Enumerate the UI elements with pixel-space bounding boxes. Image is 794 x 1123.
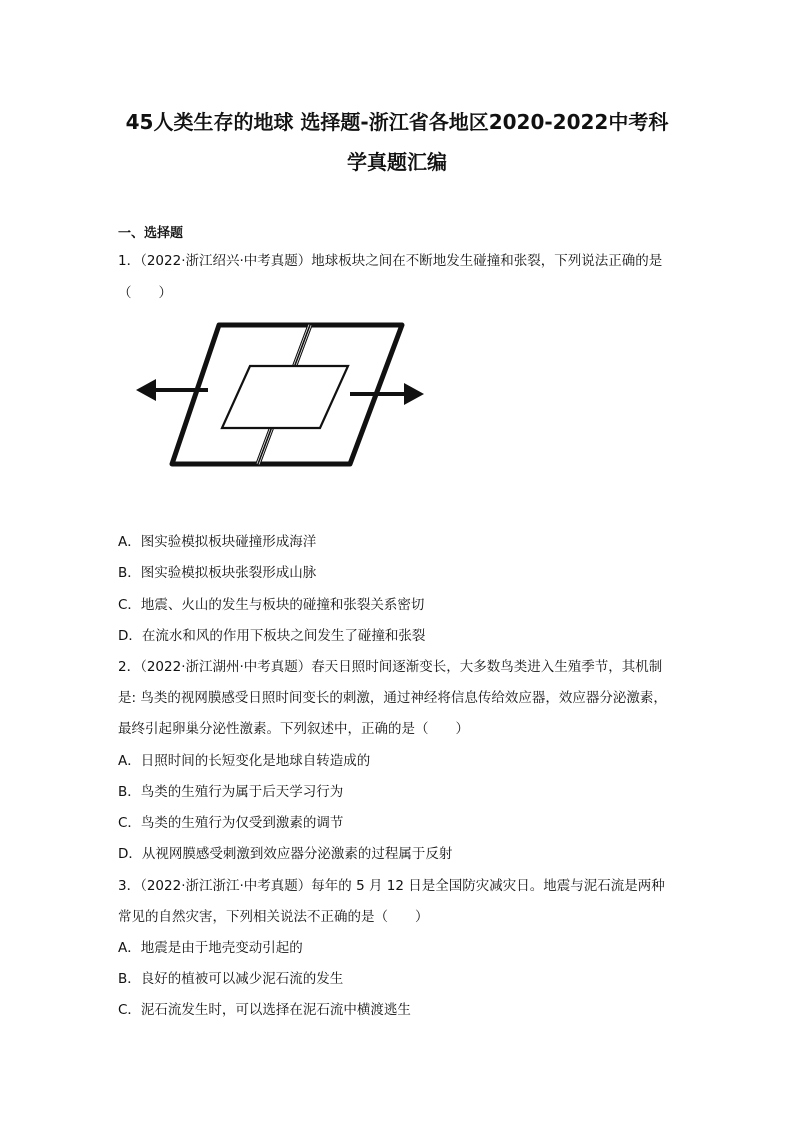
q1-option-c: C．地震、火山的发生与板块的碰撞和张裂关系密切 [118,597,425,613]
q1-option-a: A．图实验模拟板块碰撞形成海洋 [118,534,317,550]
q2-option-c: C．鸟类的生殖行为仅受到激素的调节 [118,815,344,831]
q2-stem-line2: 是: 鸟类的视网膜感受日照时间变长的刺激，通过神经将信息传给效应器，效应器分泌激素， [118,690,667,706]
q2-option-b: B．鸟类的生殖行为属于后天学习行为 [118,784,344,800]
q2-option-a: A．日照时间的长短变化是地球自转造成的 [118,753,371,769]
inner-square [222,366,348,428]
q1-option-b: B．图实验模拟板块张裂形成山脉 [118,565,317,581]
q1-option-d: D．在流水和风的作用下板块之间发生了碰撞和张裂 [118,628,426,644]
q3-option-b: B．良好的植被可以减少泥石流的发生 [118,971,344,987]
q2-stem-line1: 2．（2022·浙江湖州·中考真题）春天日照时间逐渐变长，大多数鸟类进入生殖季节，其机制 [118,659,663,675]
q2-stem-line3: 最终引起卵巢分泌性激素。下列叙述中，正确的是（ ） [118,721,469,737]
right-arrow-head [404,383,424,405]
q2-option-d: D．从视网膜感受刺激到效应器分泌激素的过程属于反射 [118,846,453,862]
section-heading: 一、选择题 [118,226,184,241]
q3-stem-line2: 常见的自然灾害，下列相关说法不正确的是（ ） [118,909,429,925]
plate-model-figure [130,312,430,477]
q1-stem: 1．（2022·浙江绍兴·中考真题）地球板块之间在不断地发生碰撞和张裂，下列说法正确的是 [118,253,663,269]
doc-title-line2: 学真题汇编 [347,150,447,174]
q3-option-c: C．泥石流发生时，可以选择在泥石流中横渡逃生 [118,1002,411,1018]
q3-stem-line1: 3．（2022·浙江浙江·中考真题）每年的 5 月 12 日是全国防灾减灾日。地震与泥石流是两种 [118,878,665,894]
q3-option-a: A．地震是由于地壳变动引起的 [118,940,303,956]
q1-answer-paren: （ ） [118,285,172,301]
doc-title-line1: 45人类生存的地球 选择题-浙江省各地区2020-2022中考科 [125,110,669,134]
left-arrow-head [136,379,156,401]
